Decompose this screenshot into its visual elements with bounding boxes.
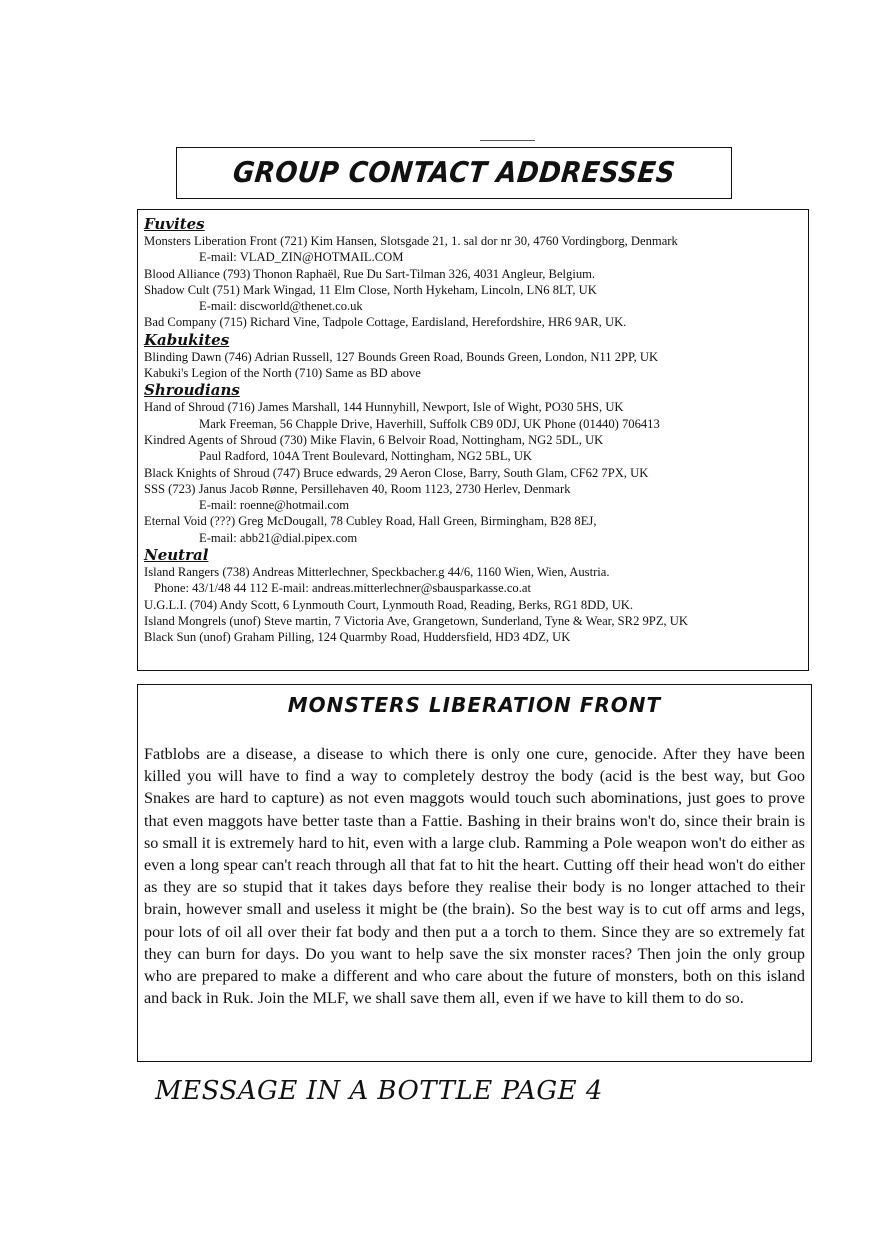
- contact-line: U.G.L.I. (704) Andy Scott, 6 Lynmouth Court, Lynmouth Road, Reading, Berks, RG1 8DD, UK.: [144, 597, 634, 612]
- contact-line: Paul Radford, 104A Trent Boulevard, Nottingham, NG2 5BL, UK: [199, 449, 533, 464]
- contact-line: Blinding Dawn (746) Adrian Russell, 127 Bounds Green Road, Bounds Green, London, N11 2PP, UK: [144, 349, 659, 364]
- scan-mark: [480, 140, 535, 141]
- contact-line: Eternal Void (???) Greg McDougall, 78 Cubley Road, Hall Green, Birmingham, B28 8EJ,: [144, 514, 597, 529]
- section-heading: Neutral: [144, 546, 209, 565]
- page-title: GROUP CONTACT ADDRESSES: [231, 156, 677, 190]
- contact-line: Island Mongrels (unof) Steve martin, 7 Victoria Ave, Grangetown, Sunderland, Tyne & Wear, SR2 9PZ, UK: [144, 613, 688, 628]
- contact-line: Kindred Agents of Shroud (730) Mike Flavin, 6 Belvoir Road, Nottingham, NG2 5DL, UK: [144, 432, 604, 447]
- contact-line: E-mail: roenne@hotmail.com: [199, 498, 350, 513]
- contact-line: Shadow Cult (751) Mark Wingad, 11 Elm Close, North Hykeham, Lincoln, LN6 8LT, UK: [144, 282, 597, 297]
- contact-line: Phone: 43/1/48 44 112 E-mail: andreas.mitterlechner@sbausparkasse.co.at: [154, 581, 531, 596]
- section-heading: Kabukites: [144, 330, 230, 349]
- contact-line: Kabuki's Legion of the North (710) Same as BD above: [144, 366, 421, 381]
- contact-line: E-mail: discworld@thenet.co.uk: [199, 299, 363, 314]
- contact-line: E-mail: abb21@dial.pipex.com: [199, 530, 358, 545]
- section-heading: Shroudians: [144, 381, 240, 400]
- contact-line: Bad Company (715) Richard Vine, Tadpole Cottage, Eardisland, Herefordshire, HR6 9AR, UK.: [144, 315, 627, 330]
- contact-line: Hand of Shroud (716) James Marshall, 144 Hunnyhill, Newport, Isle of Wight, PO30 5HS, UK: [144, 400, 624, 415]
- contacts-box: [137, 209, 809, 671]
- contact-line: E-mail: VLAD_ZIN@HOTMAIL.COM: [199, 250, 404, 265]
- mlf-body: Fatblobs are a disease, a disease to which there is only one cure, genocide. After they have been killed you will have to find a way to completely destroy the body (acid is the best way, but Goo Snakes are hard to capture) as not even maggots would touch such abominations, just goes to prove that even maggots have better taste than a Fattie. Bashing in their brains won't do, since their brain is so small it is extremely hard to hit, even with a large club. Ramming a Pole weapon won't do either as even a long spear can't reach through all that fat to hit the heart. Cutting off their head won't do either as they are so stupid that it takes days before they realise their body is no longer attached to their brain, however small and useless it might be (the brain). So the best way is to cut off arms and legs, pour lots of oil all over their fat body and then put a a torch to them. Since they are so extremely fat they can burn for days. Do you want to help save the six monster races? Then join the only group who are prepared to make a different and who care about the future of monsters, both on this island and back in Ruk. Join the MLF, we shall save them all, even if we have to kill them to do so.: [144, 745, 805, 1008]
- section-heading: Fuvites: [144, 215, 205, 233]
- contact-line: Mark Freeman, 56 Chapple Drive, Haverhill, Suffolk CB9 0DJ, UK Phone (01440) 706413: [199, 416, 660, 431]
- contact-line: Monsters Liberation Front (721) Kim Hansen, Slotsgade 21, 1. sal dor nr 30, 4760 Vordingborg, Denmark: [144, 234, 678, 248]
- contact-line: Black Sun (unof) Graham Pilling, 124 Quarmby Road, Huddersfield, HD3 4DZ, UK: [144, 630, 571, 645]
- page-footer: MESSAGE IN A BOTTLE PAGE 4: [155, 1076, 603, 1106]
- contact-line: SSS (723) Janus Jacob Rønne, Persillehaven 40, Room 1123, 2730 Herlev, Denmark: [144, 481, 571, 496]
- mlf-article: [137, 684, 812, 1062]
- title-box: [176, 147, 732, 199]
- contact-line: Island Rangers (738) Andreas Mitterlechner, Speckbacher.g 44/6, 1160 Wien, Wien, Austria.: [144, 565, 610, 580]
- contact-line: Blood Alliance (793) Thonon Raphaël, Rue Du Sart-Tilman 326, 4031 Angleur, Belgium.: [144, 266, 596, 281]
- contact-line: Black Knights of Shroud (747) Bruce edwards, 29 Aeron Close, Barry, South Glam, CF62 7PX, UK: [144, 465, 649, 480]
- mlf-title: MONSTERS LIBERATION FRONT: [287, 693, 662, 717]
